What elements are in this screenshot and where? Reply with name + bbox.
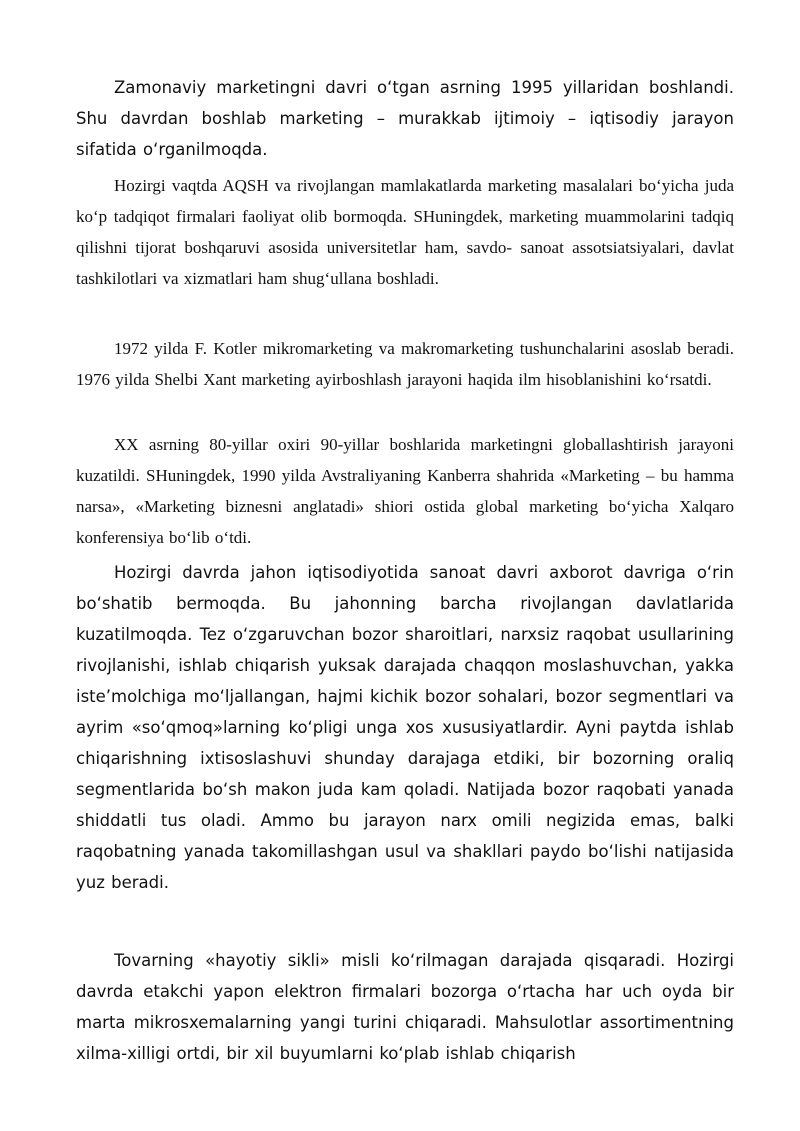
paragraph-5: Hozirgi davrda jahon iqtisodiyotida sanoat davri axborot davriga o‘rin bo‘shatib bermoqda. Bu jahonning barcha rivojlangan davlatlarida kuzatilmoqda. Tez o‘zgaruvchan bozor sharoitlari, narxsiz raqobat usullarining rivojlanishi, ishlab chiqarish yuksak darajada chaqqon moslashuvchan, yakka iste’molchiga mo‘ljallangan, hajmi kichik bozor sohalari, bozor segmentlari va ayrim «so‘qmoq»larning ko‘pligi unga xos xususiyatlardir. Ayni paytda ishlab chiqarishning ixtisoslashuvi shunday darajaga etdiki, bir bozorning oraliq segmentlarida bo‘sh makon juda kam qoladi. Natijada bozor raqobati yanada shiddatli tus oladi. Ammo bu jarayon narx omili negizida emas, balki raqobatning yanada takomillashgan usul va shakllari paydo bo‘lishi natijasida yuz beradi. (76, 563, 734, 892)
paragraph-3: 1972 yilda F. Kotler mikromarketing va makromarketing tushunchalarini asoslab beradi. 1976 yilda Shelbi Xant marketing ayirboshlash jarayoni haqida ilm hisoblanishini ko‘rsatdi. (76, 339, 734, 389)
paragraph-6: Tovarning «hayotiy sikli» misli ko‘rilmagan darajada qisqaradi. Hozirgi davrda etakchi yapon elektron firmalari bozorga o‘rtacha har uch oyda bir marta mikrosxemalarning yangi turini chiqaradi. Mahsulotlar assortimentning xilma-xilligi ortdi, bir xil buyumlarni ko‘plab ishlab chiqarish (76, 951, 734, 1063)
paragraph-4: XX asrning 80-yillar oxiri 90-yillar boshlarida marketingni globallashtirish jarayoni kuzatildi. SHuningdek, 1990 yilda Avstraliyaning Kanberra shahrida «Marketing – bu hamma narsa», «Marketing biznesni anglatadi» shiori ostida global marketing bo‘yicha Xalqaro konferensiya bo‘lib o‘tdi. (76, 435, 734, 547)
paragraph-2: Hozirgi vaqtda AQSH va rivojlangan mamlakatlarda marketing masalalari bo‘yicha juda ko‘p tadqiqot firmalari faoliyat olib bormoqda. SHuningdek, marketing muammolarini tadqiq qilishni tijorat boshqaruvi asosida universitetlar ham, savdo- sanoat assotsiatsiyalari, davlat tashkilotlari va xizmatlari ham shug‘ullana boshladi. (76, 176, 734, 288)
paragraph-1: Zamonaviy marketingni davri o‘tgan asrning 1995 yillaridan boshlandi. Shu davrdan boshlab marketing – murakkab ijtimoiy – iqtisodiy jarayon sifatida o‘rganilmoqda. (76, 78, 734, 159)
